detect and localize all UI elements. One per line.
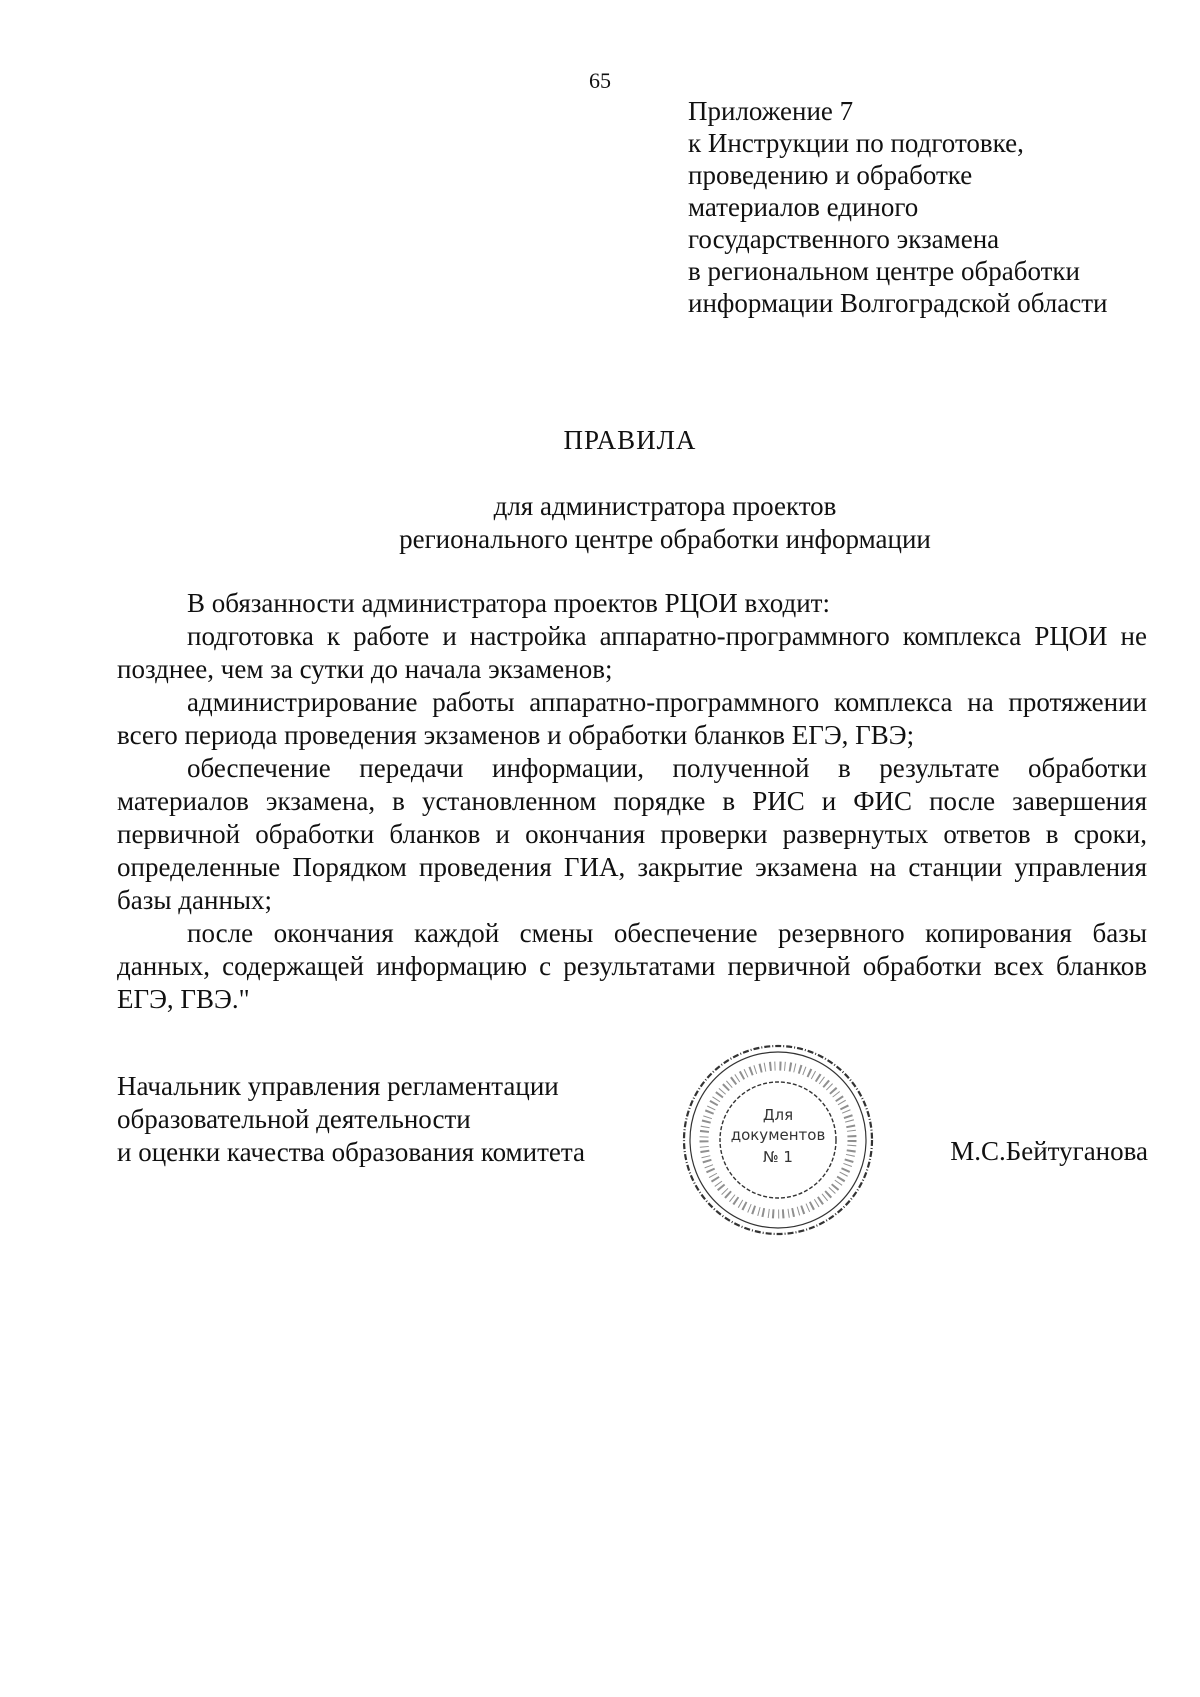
position-line: Начальник управления регламентации (117, 1071, 559, 1101)
paragraph-duty-data-transfer: обеспечение передачи информации, полученной в результате обработки материалов экзамена, в установленном порядке в РИС и ФИС после завершения первичной обработки бланков и окончания проверки развернутых ответов в сроки, определенные Порядком проведения ГИА, закрытие экзамена на станции управления базы данных; (117, 753, 1147, 915)
appendix-line: материалов единого (688, 192, 919, 222)
stamp-text-line: № 1 (763, 1148, 793, 1166)
body-text (117, 587, 1147, 1016)
subtitle-line-2: регионального центре обработки информации (399, 524, 931, 554)
appendix-line: проведению и обработке (688, 160, 973, 190)
appendix-header (688, 95, 1168, 319)
appendix-line: информации Волгоградской области (688, 288, 1108, 318)
page-number: 65 (589, 68, 611, 93)
signatory-position (117, 1070, 677, 1169)
stamp-text-line: Для (762, 1106, 794, 1124)
subtitle-line-1: для администратора проектов (493, 491, 837, 521)
position-line: образовательной деятельности (117, 1104, 471, 1134)
stamp-text-line: документов (730, 1126, 826, 1144)
appendix-line: Приложение 7 (688, 96, 854, 126)
document-subtitle (0, 490, 1200, 556)
appendix-line: в региональном центре обработки (688, 256, 1080, 286)
paragraph-duty-backup: после окончания каждой смены обеспечение резервного копирования базы данных, содержащей информацию с результатами первичной обработки всех бланков ЕГЭ, ГВЭ." (117, 918, 1147, 1014)
document-title: ПРАВИЛА (563, 425, 697, 455)
signatory-name: М.С.Бейтуганова (950, 1136, 1148, 1166)
paragraph-intro: В обязанности администратора проектов РЦОИ входит: (187, 588, 830, 618)
appendix-line: государственного экзамена (688, 224, 1000, 254)
position-line: и оценки качества образования комитета (117, 1137, 585, 1167)
official-stamp (678, 1040, 878, 1240)
paragraph-duty-administration: администрирование работы аппаратно-программного комплекса на протяжении всего периода проведения экзаменов и обработки бланков ЕГЭ, ГВЭ; (117, 687, 1147, 750)
appendix-line: к Инструкции по подготовке, (688, 128, 1024, 158)
paragraph-duty-preparation: подготовка к работе и настройка аппаратно-программного комплекса РЦОИ не позднее, чем за сутки до начала экзаменов; (117, 621, 1147, 684)
